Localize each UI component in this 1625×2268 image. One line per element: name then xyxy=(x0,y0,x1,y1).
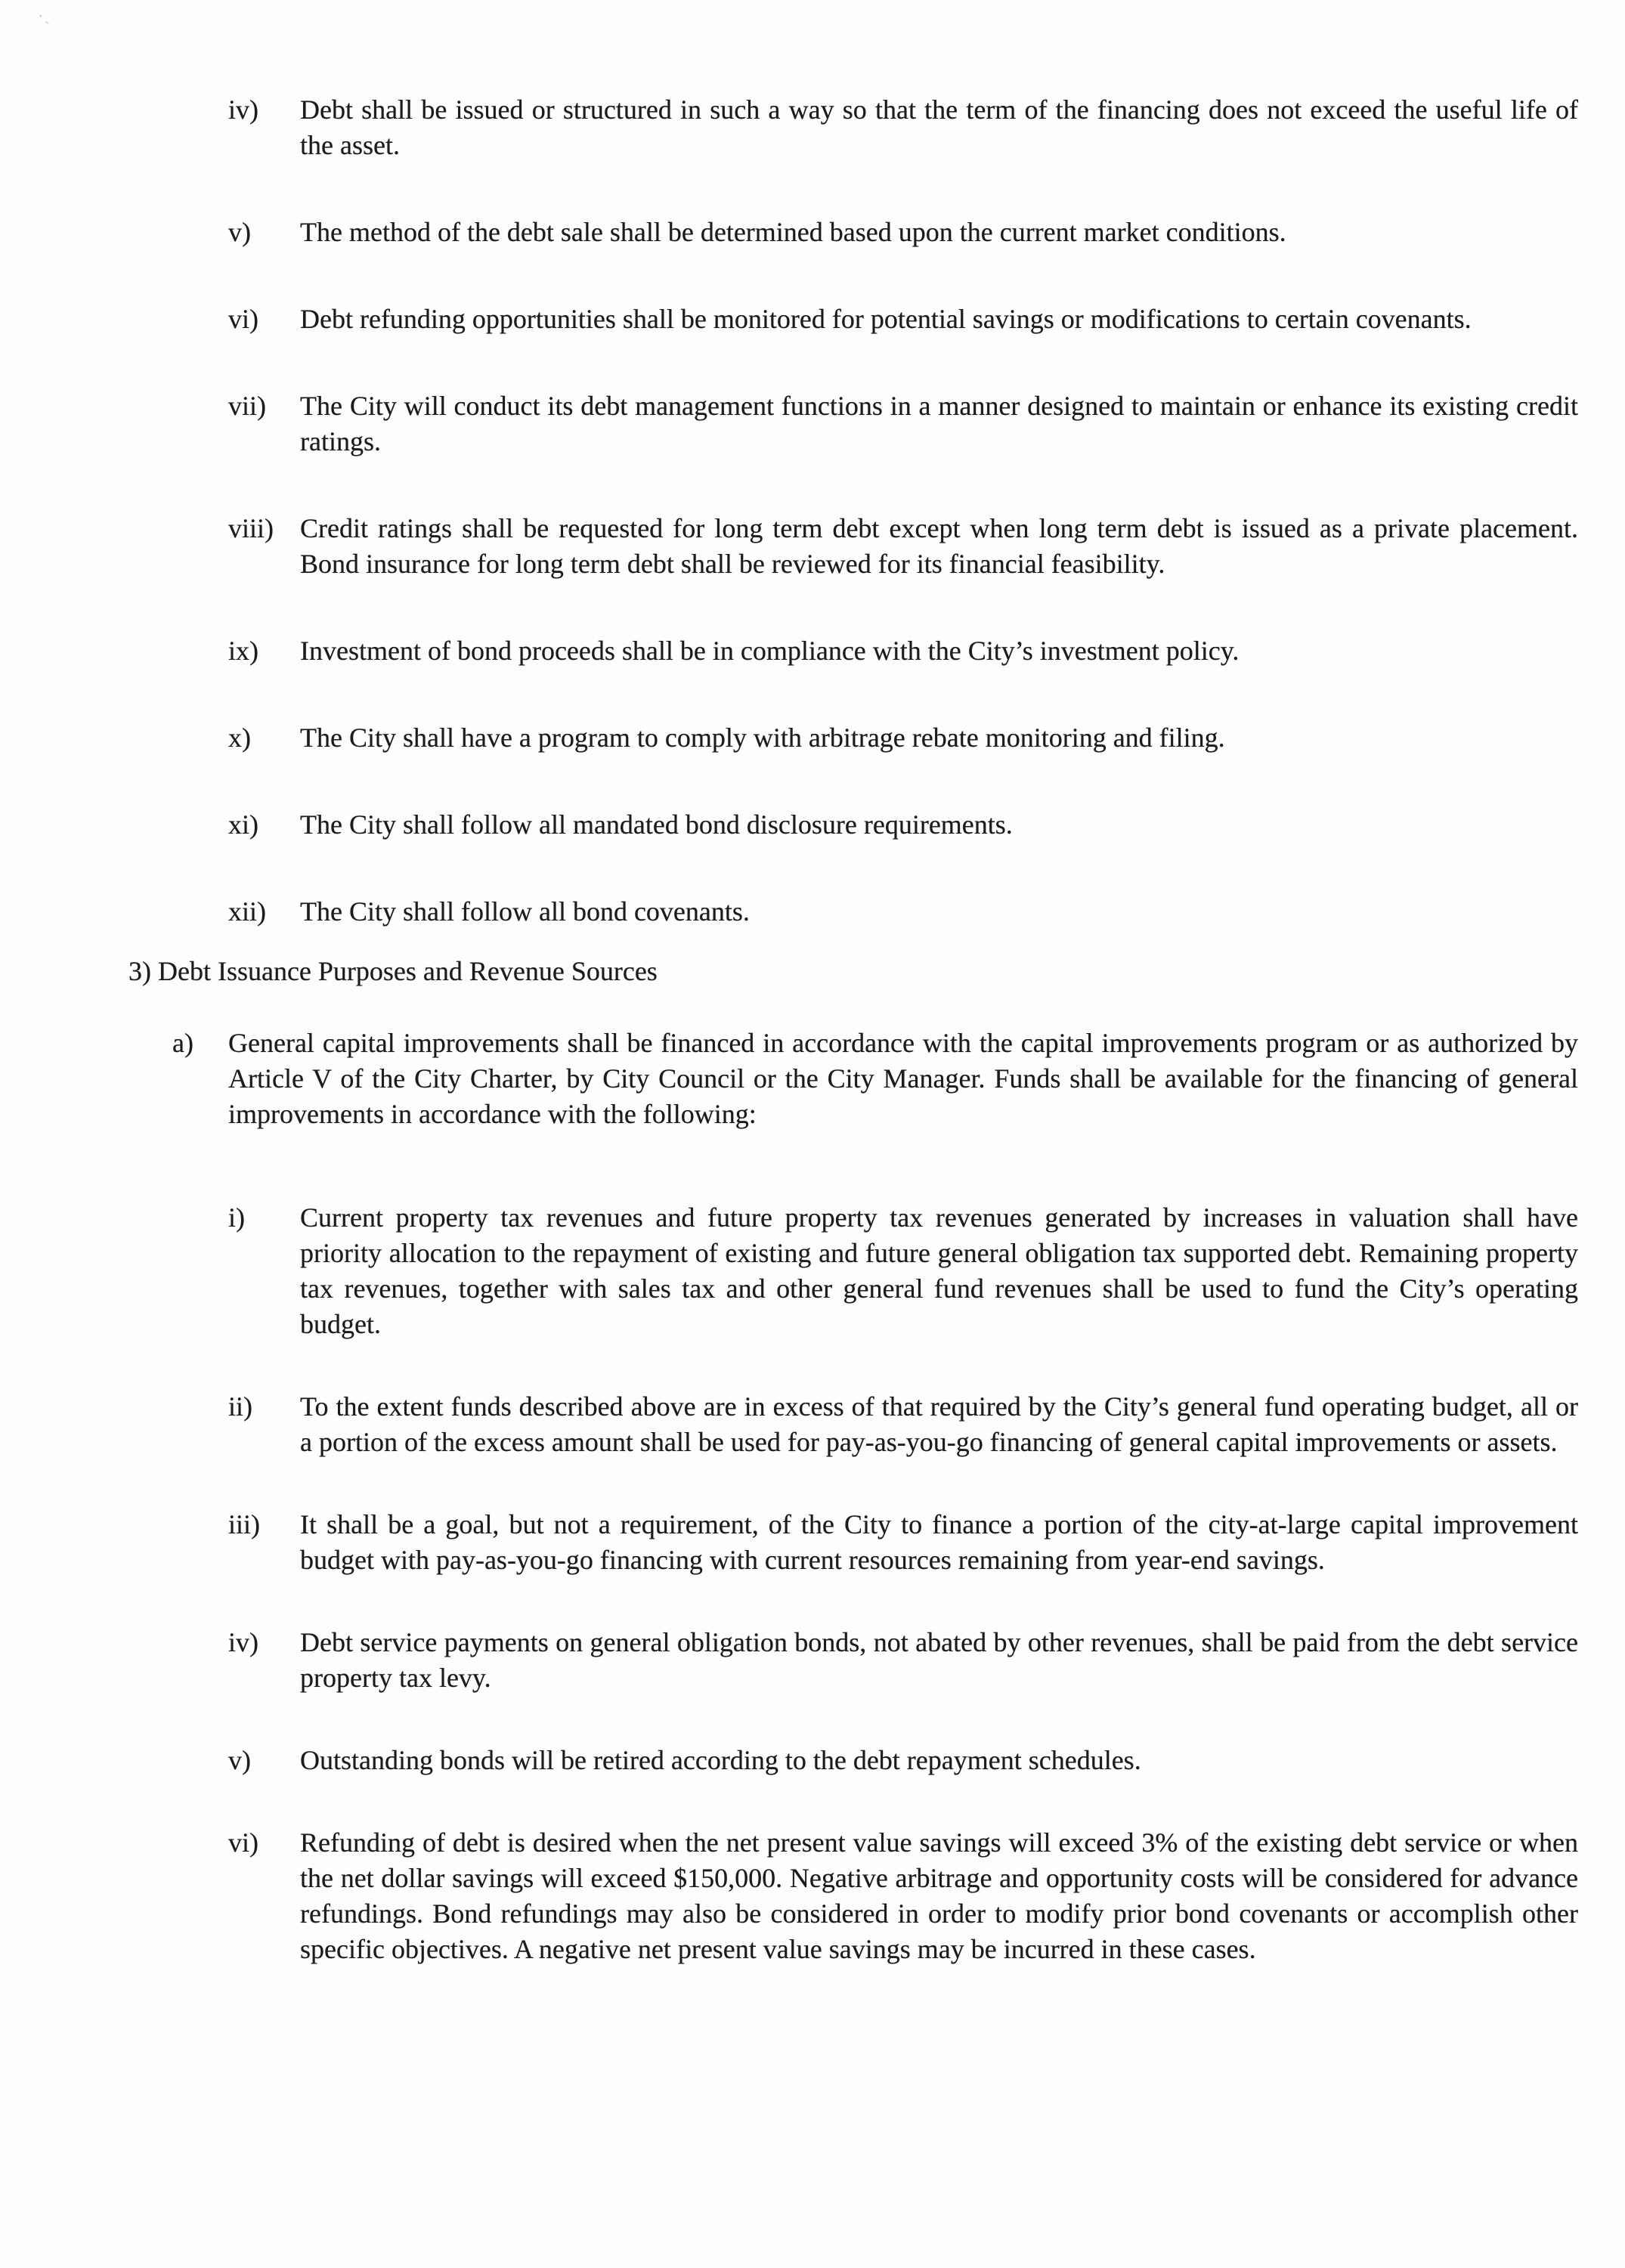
list-item-viii xyxy=(0,511,1625,582)
item-text: Debt service payments on general obligation bonds, not abated by other revenues, shall be paid from the debt service property tax levy. xyxy=(300,1627,1578,1693)
item-text: Outstanding bonds will be retired according to the debt repayment schedules. xyxy=(300,1745,1141,1775)
roman-list-inner xyxy=(0,1200,1625,1967)
item-marker: x) xyxy=(228,722,251,753)
sub-item-v xyxy=(0,1743,1625,1778)
subsection-a xyxy=(0,1026,1625,1132)
item-marker: iv) xyxy=(228,94,258,125)
item-marker: vi) xyxy=(228,304,258,334)
item-text: Current property tax revenues and future property tax revenues generated by increases in valuation shall have priority allocation to the repayment of existing and future general obligation tax supported debt. Remaining property tax revenues, together with sales tax and other general fund revenues shall be used to fund the City’s operating budget. xyxy=(300,1202,1578,1339)
list-item-vi xyxy=(0,302,1625,337)
item-marker: ix) xyxy=(228,636,258,666)
item-text: It shall be a goal, but not a requirement, of the City to finance a portion of the city-at-large capital improvement budget with pay-as-you-go financing with current resources remaining from year-end savings. xyxy=(300,1509,1578,1575)
list-item-xii xyxy=(0,894,1625,930)
item-marker: xii) xyxy=(228,896,266,927)
item-marker: iii) xyxy=(228,1509,260,1539)
sub-item-iv xyxy=(0,1625,1625,1696)
list-item-ix xyxy=(0,633,1625,669)
item-text: General capital improvements shall be financed in accordance with the capital improvements program or as authorized by Article V of the City Charter, by City Council or the City Manager. Funds shall be available for the financing of general improvements in accordance with the following: xyxy=(228,1028,1578,1129)
item-marker: v) xyxy=(228,217,251,247)
sub-item-ii xyxy=(0,1389,1625,1460)
item-text: The City shall follow all mandated bond disclosure requirements. xyxy=(300,809,1013,840)
item-text: The City will conduct its debt management functions in a manner designed to maintain or enhance its existing credit ratings. xyxy=(300,391,1578,456)
sub-item-iii xyxy=(0,1507,1625,1578)
sub-item-vi xyxy=(0,1825,1625,1967)
item-marker: i) xyxy=(228,1202,245,1233)
sub-item-i xyxy=(0,1200,1625,1342)
list-item-iv xyxy=(0,92,1625,163)
roman-list-upper xyxy=(0,92,1625,930)
item-marker: vi) xyxy=(228,1827,258,1858)
item-marker: xi) xyxy=(228,809,258,840)
scan-artifact: ·ˎ xyxy=(36,5,51,26)
item-marker: a) xyxy=(172,1028,193,1058)
item-text: The City shall have a program to comply with arbitrage rebate monitoring and filing. xyxy=(300,722,1225,753)
item-marker: vii) xyxy=(228,391,266,421)
item-text: Investment of bond proceeds shall be in compliance with the City’s investment policy. xyxy=(300,636,1240,666)
item-marker: ii) xyxy=(228,1391,252,1422)
item-text: Debt shall be issued or structured in such a way so that the term of the financing does not exceed the useful life of the asset. xyxy=(300,94,1578,160)
list-item-vii xyxy=(0,388,1625,459)
list-item-x xyxy=(0,720,1625,756)
item-text: The City shall follow all bond covenants. xyxy=(300,896,750,927)
list-item-v xyxy=(0,215,1625,250)
section-3-heading: 3) Debt Issuance Purposes and Revenue Sources xyxy=(128,956,658,986)
item-text: To the extent funds described above are in excess of that required by the City’s general fund operating budget, all or a portion of the excess amount shall be used for pay-as-you-go financing of general capital improvements or assets. xyxy=(300,1391,1578,1457)
list-item-xi xyxy=(0,807,1625,843)
item-text: The method of the debt sale shall be determined based upon the current market conditions. xyxy=(300,217,1286,247)
item-text: Debt refunding opportunities shall be monitored for potential savings or modifications to certain covenants. xyxy=(300,304,1472,334)
item-text: Refunding of debt is desired when the net present value savings will exceed 3% of the existing debt service or when the net dollar savings will exceed $150,000. Negative arbitrage and opportunity costs will be considered for advance refundings. Bond refundings may also be considered in order to modify prior bond covenants or accomplish other specific objectives. A negative net present value savings may be incurred in these cases. xyxy=(300,1827,1578,1964)
item-marker: viii) xyxy=(228,513,274,543)
item-marker: v) xyxy=(228,1745,251,1775)
item-text: Credit ratings shall be requested for long term debt except when long term debt is issued as a private placement. Bond insurance for long term debt shall be reviewed for its financial feasibility. xyxy=(300,513,1578,579)
item-marker: iv) xyxy=(228,1627,258,1657)
